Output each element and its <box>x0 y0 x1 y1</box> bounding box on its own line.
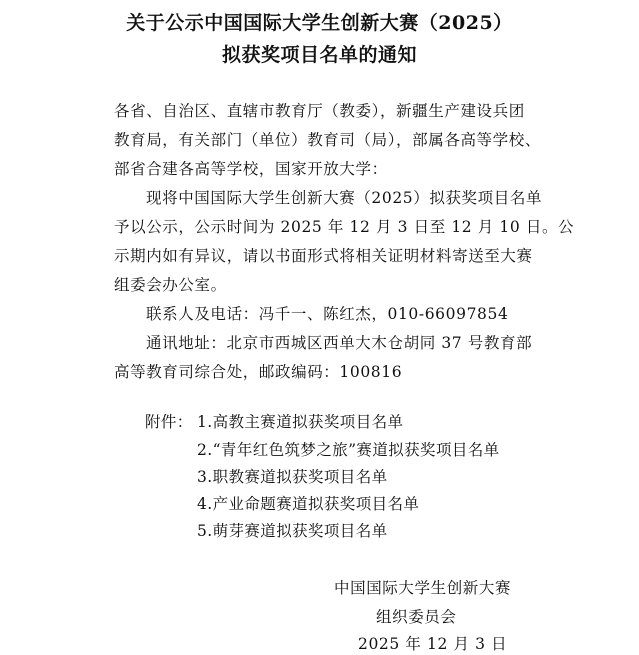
notice-line-3: 示期内如有异议，请以书面形式将相关证明材料寄送至大赛 <box>114 247 533 265</box>
signature-committee: 组织委员会 <box>376 608 457 626</box>
address-line-2: 高等教育司综合处，邮政编码：100816 <box>114 363 403 381</box>
addressee-line-2: 教育局，有关部门（单位）教育司（局），部属各高等学校、 <box>114 131 541 149</box>
attachments-label: 附件： <box>145 413 193 431</box>
attachment-item-1: 1.高教主赛道拟获奖项目名单 <box>197 413 404 431</box>
notice-line-4: 组委会办公室。 <box>114 276 227 294</box>
attachment-item-5: 5.萌芽赛道拟获奖项目名单 <box>197 522 388 540</box>
addressee-line-3: 部省合建各高等学校，国家开放大学： <box>114 160 388 178</box>
attachment-item-2: 2.“青年红色筑梦之旅”赛道拟获奖项目名单 <box>197 441 500 459</box>
notice-title-line-1: 关于公示中国国际大学生创新大赛（2025） <box>126 12 513 34</box>
notice-title-line-2: 拟获奖项目名单的通知 <box>221 44 417 66</box>
notice-line-1: 现将中国国际大学生创新大赛（2025）拟获奖项目名单 <box>146 189 543 207</box>
addressee-line-1: 各省、自治区、直辖市教育厅（教委），新疆生产建设兵团 <box>114 102 525 120</box>
signature-date: 2025 年 12 月 3 日 <box>358 635 508 653</box>
address-line-1: 通讯地址：北京市西城区西单大木仓胡同 37 号教育部 <box>146 334 533 352</box>
attachment-item-3: 3.职教赛道拟获奖项目名单 <box>197 468 388 486</box>
contact-line: 联系人及电话：冯千一、陈红杰，010-66097854 <box>146 305 509 323</box>
notice-line-2: 予以公示，公示时间为 2025 年 12 月 3 日至 12 月 10 日。公 <box>114 218 575 236</box>
attachment-item-4: 4.产业命题赛道拟获奖项目名单 <box>197 495 420 513</box>
signature-organization: 中国国际大学生创新大赛 <box>334 579 512 597</box>
